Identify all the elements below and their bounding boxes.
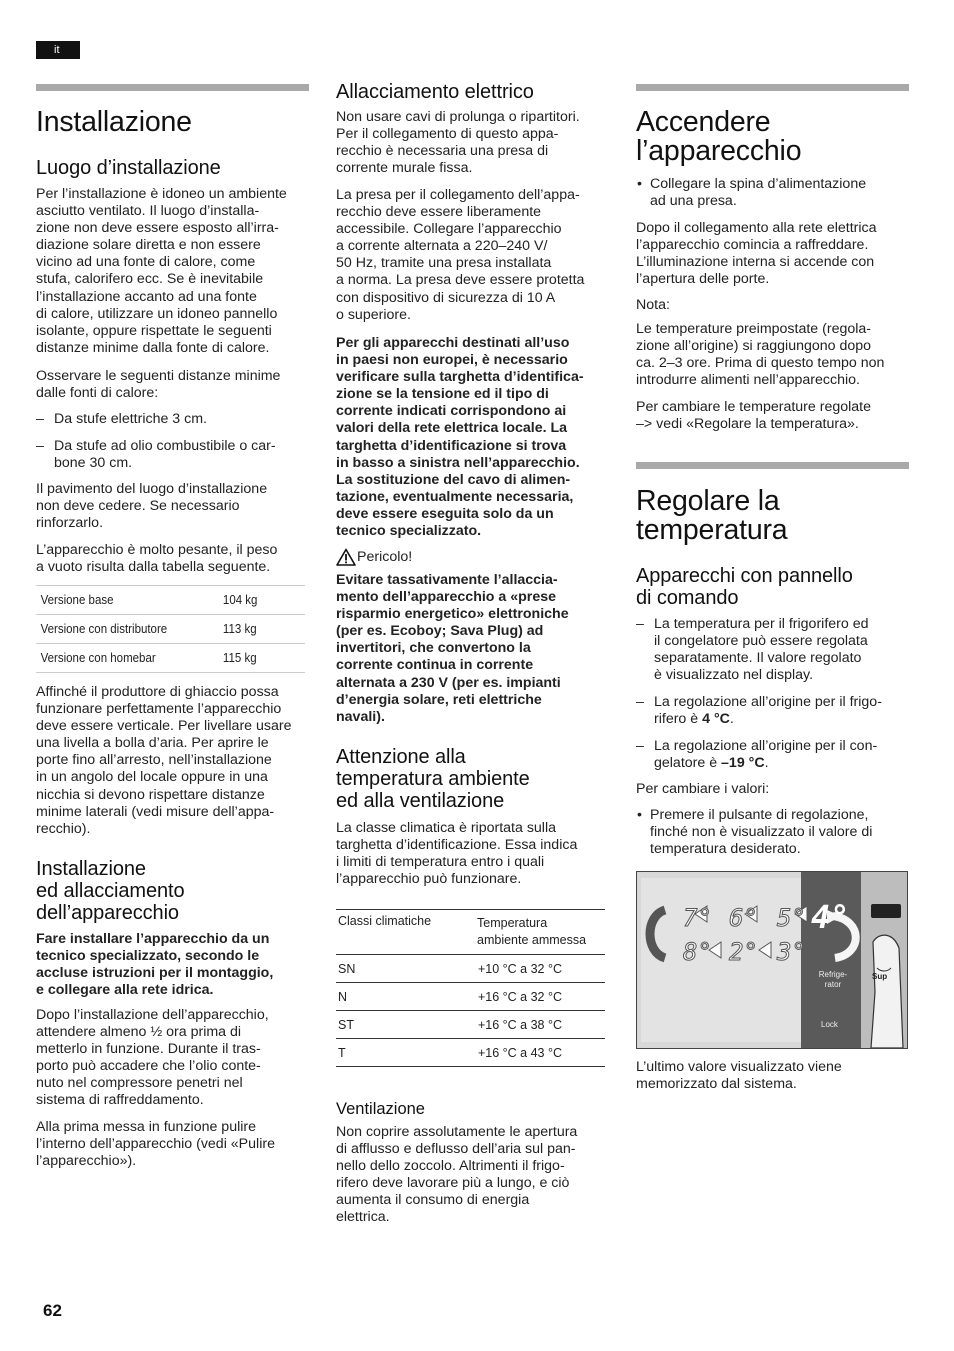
- table-row: [336, 1039, 605, 1067]
- cell-version: Versione base: [36, 586, 207, 615]
- text-line: funzionare perfettamente l’apparecchio: [36, 701, 282, 718]
- text-line: Per l’installazione è idoneo un ambiente: [36, 186, 287, 202]
- bullet-collegare-spina: • Collegare la spina d’alimentazione ad una presa.: [636, 176, 920, 210]
- warning-triangle-icon: [336, 548, 356, 566]
- cell-class: N: [336, 983, 477, 1011]
- paragraph-classe-climatica: [336, 820, 616, 888]
- text-line: La temperatura per il frigorifero ed: [654, 616, 869, 632]
- cell-version: Versione con homebar: [36, 644, 207, 673]
- text-line: Attenzione alla: [336, 746, 466, 768]
- text-line: temperatura desiderato.: [650, 841, 801, 858]
- section-title-installazione: Installazione: [36, 106, 192, 138]
- text-line: recchio deve essere liberamente: [336, 204, 542, 221]
- text-line: metterlo in funzione. Durante il tras-: [36, 1041, 261, 1058]
- text-line: zione non deve essere esposto all’irra-: [36, 220, 279, 237]
- section-rule: [36, 84, 309, 91]
- text-line: zione se la tensione ed il tipo di: [336, 386, 549, 403]
- text-line: tazione, eventualmente necessaria,: [336, 488, 574, 505]
- cell-weight: 104 kg: [222, 586, 298, 615]
- text-line: Refrige-: [818, 970, 848, 979]
- text-line: La regolazione all’origine per il frigo-: [654, 694, 882, 710]
- paragraph-paesi-non-europei: [336, 335, 616, 540]
- paragraph-tecnico: [36, 931, 316, 999]
- display-digit: 7°: [683, 904, 712, 932]
- text-line: di calore, utilizzare un idoneo pannello: [36, 305, 278, 322]
- text-line: diazione solare diretta e non essere: [36, 237, 261, 254]
- cell-range: +10 °C a 32 °C: [477, 955, 605, 983]
- text-line: Premere il pulsante di regolazione,: [650, 807, 869, 823]
- page-number: 62: [43, 1301, 62, 1320]
- header-label: ambiente ammessa: [477, 933, 587, 947]
- table-header-row: [336, 910, 605, 955]
- text-line: l’installazione accanto ad una fonte: [36, 288, 257, 305]
- text-line: navali).: [336, 708, 385, 725]
- paragraph-pulire: [36, 1119, 316, 1170]
- cell-range: +16 °C a 32 °C: [477, 983, 605, 1011]
- table-row: [336, 1011, 605, 1039]
- text-line: rifero è: [654, 711, 703, 728]
- text-line: La classe climatica è riportata sulla: [336, 820, 557, 836]
- text-line: isolante, oppure rispettate le seguenti: [36, 322, 272, 339]
- text-line: Per il collegamento di questo appa-: [336, 126, 559, 143]
- text-line: temperatura: [636, 514, 788, 546]
- text-line: 50 Hz, tramite una presa installata: [336, 255, 552, 272]
- paragraph-peso: [36, 542, 316, 576]
- text-line: accessibile. Collegare l’apparecchio: [336, 221, 562, 238]
- dash-item-frigorifero: – La regolazione all’origine per il frigo- rifero è 4 °C.: [636, 694, 924, 728]
- text-line: tecnico specializzato, secondo le: [36, 948, 260, 965]
- text-line: tecnico specializzato.: [336, 523, 482, 540]
- text-line: rifero deve lavorare più a lungo, e ciò: [336, 1175, 570, 1192]
- text-line: Per cambiare le temperature regolate: [636, 399, 872, 415]
- paragraph-luogo: [36, 186, 316, 357]
- text-line: Dopo il collegamento alla rete elettrica: [636, 220, 877, 236]
- text-line: dell’apparecchio: [36, 902, 179, 924]
- text-line: memorizzato dal sistema.: [636, 1076, 797, 1093]
- control-panel-illustration: [636, 871, 908, 1049]
- text-line: La regolazione all’origine per il con-: [654, 738, 878, 754]
- text-line: ed alla ventilazione: [336, 790, 505, 812]
- text-line: invertitori, che convertono la: [336, 640, 531, 657]
- dash-item-separatamente: – La temperatura per il frigorifero ed il congelatore può essere regolata separatamente. Il valore regolato è visualizzato nel display.: [636, 616, 924, 684]
- text-line: targhetta d’identificazione. Essa indica: [336, 837, 578, 854]
- cell-weight: 113 kg: [222, 615, 298, 644]
- lock-label: Lock: [821, 1020, 838, 1029]
- language-tag: it: [36, 41, 80, 59]
- dash-item-congelatore: – La regolazione all’origine per il con- gelatore è –19 °C.: [636, 738, 924, 772]
- text-line: introdurre alimenti nell’apparecchio.: [636, 372, 860, 389]
- bullet-premere-pulsante: • Premere il pulsante di regolazione, finché non è visualizzato il valore di temperatura desiderato.: [636, 807, 920, 858]
- paragraph-pavimento: [36, 481, 316, 532]
- warning-label: Pericolo!: [357, 549, 413, 565]
- text-line: di afflusso e deflusso dell’aria sul pan-: [336, 1141, 576, 1158]
- text-line: Apparecchi con pannello: [636, 565, 853, 587]
- section-rule: [636, 84, 909, 91]
- text-line: il congelatore può essere regolata: [654, 633, 868, 650]
- cell-class: ST: [336, 1011, 477, 1039]
- paragraph-per-cambiare: Per cambiare i valori:: [636, 781, 770, 797]
- table-row: [36, 586, 305, 615]
- text-line: risparmio energetico» elettroniche: [336, 606, 569, 623]
- text-line: in paesi non europei, è necessario: [336, 352, 568, 369]
- cell-version: Versione con distributore: [36, 615, 207, 644]
- text-line: Il pavimento del luogo d’installazione: [36, 481, 268, 497]
- paragraph-presa: [336, 187, 611, 324]
- text-line: dalle fonti di calore:: [36, 385, 159, 402]
- heading-attenzione-temperatura: [336, 746, 530, 812]
- text-line: temperatura ambiente: [336, 768, 530, 790]
- text-line: alternata a 230 V (per es. impianti: [336, 674, 561, 691]
- text-line: Dopo l’installazione dell’apparecchio,: [36, 1007, 269, 1023]
- text-line: valori della rete elettrica locale. La: [336, 420, 568, 437]
- text-line: a vuoto risulta dalla tabella seguente.: [36, 559, 271, 576]
- text-line: gelatore è: [654, 755, 722, 772]
- text-line: Evitare tassativamente l’allaccia-: [336, 572, 558, 588]
- display-digit: 3°: [777, 938, 806, 966]
- text-line: stufa, calorifero ecc. Se è inevitabile: [36, 271, 264, 288]
- refrigerator-label: [815, 970, 851, 990]
- paragraph-distanze: [36, 368, 316, 402]
- text-line: Non usare cavi di prolunga o ripartitori.: [336, 109, 580, 125]
- text-line: (per es. Ecoboy; Sava Plug) ad: [336, 623, 544, 640]
- text-line: e collegare alla rete idrica.: [36, 982, 214, 999]
- paragraph-ultimo-valore: [636, 1059, 916, 1093]
- header-label: Temperatura: [477, 916, 548, 930]
- text-line: in un angolo del locale oppure in una: [36, 769, 268, 786]
- header-classi-climatiche: [336, 910, 477, 955]
- text-line: rinforzarlo.: [36, 515, 104, 532]
- text-line: nicchia si devono rispettare distanze: [36, 786, 265, 803]
- text-line: porto può accadere che l’olio conte-: [36, 1058, 261, 1075]
- section-title-regolare: [636, 487, 787, 545]
- text-line: minime laterali (vedi misure dell’appa-: [36, 803, 275, 820]
- text-line: deve essere verticale. Per livellare usare: [36, 718, 292, 735]
- text-line: Non coprire assolutamente le apertura: [336, 1124, 578, 1140]
- text-line: ed allacciamento: [36, 880, 185, 902]
- paragraph-cambiare: [636, 399, 916, 433]
- text-line: Osservare le seguenti distanze minime: [36, 368, 281, 384]
- paragraph-attendere: [36, 1007, 316, 1110]
- paragraph-evitare: [336, 572, 616, 726]
- text-line: i limiti di temperatura entro i quali: [336, 854, 545, 871]
- heading-ventilazione: Ventilazione: [336, 1100, 425, 1118]
- display-digit: 6°: [729, 904, 758, 932]
- display-digit: 2°: [729, 938, 758, 966]
- text-line: verificare sulla targhetta d’identifica-: [336, 369, 584, 386]
- text-line: l’apparecchio: [636, 135, 802, 167]
- value-congelatore: –19 °C: [721, 755, 765, 772]
- text-line: l’apparecchio»).: [36, 1153, 137, 1170]
- text-line: deve essere eseguita solo da un: [336, 505, 554, 522]
- text-line: Accendere: [636, 106, 771, 138]
- table-row: [36, 615, 305, 644]
- table-row: [336, 955, 605, 983]
- panel-graphic: [637, 872, 907, 1048]
- text-line: zione all’origine) si raggiungono dopo: [636, 338, 872, 355]
- text-line: –> vedi «Regolare la temperatura».: [636, 416, 859, 433]
- climate-class-table: [336, 909, 605, 1067]
- text-line: L’ultimo valore visualizzato viene: [636, 1059, 842, 1075]
- table-row: [36, 644, 305, 673]
- text-line: mento dell’apparecchio a «prese: [336, 589, 556, 606]
- text-line: Affinché il produttore di ghiaccio possa: [36, 684, 279, 700]
- text-line: La presa per il collegamento dell’appa-: [336, 187, 580, 203]
- text-line: Regolare la: [636, 485, 780, 517]
- text-line: nuto nel compressore penetri nel: [36, 1075, 243, 1092]
- display-digit: 5°: [777, 904, 806, 932]
- text-line: rator: [824, 980, 842, 989]
- text-line: una livella a bolla d’aria. Per aprire le: [36, 735, 269, 752]
- text-line: corrente murale fissa.: [336, 160, 473, 177]
- text-line: l’apparecchio comincia a raffreddare.: [636, 237, 869, 254]
- text-line: L’illuminazione interna si accende con: [636, 254, 875, 271]
- text-line: corrente continua in corrente: [336, 657, 534, 674]
- text-line: a norma. La presa deve essere protetta: [336, 272, 585, 289]
- heading-apparecchi-pannello: [636, 565, 853, 609]
- text-line: ad una presa.: [650, 193, 737, 210]
- note-label: Nota:: [636, 297, 670, 313]
- text-line: sistema di raffreddamento.: [36, 1092, 204, 1109]
- paragraph-livella: [36, 684, 316, 838]
- text-line: l’interno dell’apparecchio (vedi «Pulire: [36, 1136, 275, 1153]
- display-digit-active: 4°: [811, 898, 850, 936]
- text-line: accluse istruzioni per il montaggio,: [36, 965, 274, 982]
- heading-luogo-installazione: Luogo d’installazione: [36, 157, 221, 179]
- cell-weight: 115 kg: [222, 644, 298, 673]
- text-line: di comando: [636, 587, 739, 609]
- text-line: ca. 2–3 ore. Prima di questo tempo non: [636, 355, 885, 372]
- super-label: Sup: [872, 972, 888, 981]
- text-line: nello dello zoccolo. Altrimenti il frigo-: [336, 1158, 565, 1175]
- cell-range: +16 °C a 38 °C: [477, 1011, 605, 1039]
- header-label: Classi climatiche: [338, 914, 432, 928]
- heading-installazione-allacciamento: [36, 858, 185, 924]
- text-line: distanze minime dalla fonte di calore.: [36, 339, 270, 356]
- cell-range: +16 °C a 43 °C: [477, 1039, 605, 1067]
- text-line: in basso a sinistra nell’apparecchio.: [336, 454, 580, 471]
- text-line: l’apparecchio può funzionare.: [336, 871, 522, 888]
- dash-item-stufe-elettriche: – Da stufe elettriche 3 cm.: [36, 411, 207, 427]
- text-line: L’apparecchio è molto pesante, il peso: [36, 542, 278, 558]
- text-line: elettrica.: [336, 1209, 390, 1226]
- paragraph-nota: [636, 321, 921, 389]
- heading-allacciamento-elettrico: Allacciamento elettrico: [336, 81, 534, 103]
- text-line: La sostituzione del cavo di alimen-: [336, 471, 571, 488]
- paragraph-raffreddare: [636, 220, 916, 288]
- text-line: Da stufe elettriche 3 cm.: [54, 411, 207, 427]
- value-frigorifero: 4 °C: [702, 711, 730, 728]
- text-line: Alla prima messa in funzione pulire: [36, 1119, 257, 1135]
- header-temperatura: [477, 910, 605, 955]
- text-line: a corrente alternata a 220–240 V/: [336, 238, 548, 255]
- paragraph-prolunga: [336, 109, 611, 177]
- text-line: Collegare la spina d’alimentazione: [650, 176, 867, 192]
- text-line: Da stufe ad olio combustibile o car-: [54, 438, 276, 454]
- text-line: Installazione: [36, 858, 146, 880]
- text-line: attendere almeno ½ ora prima di: [36, 1024, 242, 1041]
- cell-class: T: [336, 1039, 477, 1067]
- text-line: Fare installare l’apparecchio da un: [36, 931, 270, 947]
- text-line: recchio è necessaria una presa di: [336, 143, 549, 160]
- text-line: porte fino all’arresto, nell’installazione: [36, 752, 272, 769]
- dash-item-stufe-olio: – Da stufe ad olio combustibile o car- bone 30 cm.: [36, 438, 324, 472]
- text-line: recchio).: [36, 820, 91, 837]
- text-line: d’energia solare, reti elettriche: [336, 691, 542, 708]
- text-line: o superiore.: [336, 306, 411, 323]
- text-line: asciutto ventilato. Il luogo d’installa-: [36, 203, 260, 220]
- text-line: Le temperature preimpostate (regola-: [636, 321, 872, 337]
- text-line: finché non è visualizzato il valore di: [650, 824, 873, 841]
- section-rule: [636, 462, 909, 469]
- text-line: non deve cedere. Se necessario: [36, 498, 240, 515]
- text-line: bone 30 cm.: [54, 455, 133, 472]
- display-digit: 8°: [683, 938, 712, 966]
- text-line: targhetta d’identificazione si trova: [336, 437, 567, 454]
- text-line: vicino ad una fonte di calore, come: [36, 254, 256, 271]
- text-line: l’apertura delle porte.: [636, 271, 770, 288]
- cell-class: SN: [336, 955, 477, 983]
- text-line: è visualizzato nel display.: [654, 667, 814, 684]
- weight-table: [36, 585, 305, 673]
- text-line: Per gli apparecchi destinati all’uso: [336, 335, 570, 351]
- table-row: [336, 983, 605, 1011]
- text-line: con dispositivo di sicurezza di 10 A: [336, 289, 556, 306]
- section-title-accendere: [636, 108, 801, 166]
- text-line: aumenta il consumo di energia: [336, 1192, 530, 1209]
- text-line: separatamente. Il valore regolato: [654, 650, 862, 667]
- text-line: corrente indicati corrispondono ai: [336, 403, 567, 420]
- paragraph-ventilazione: [336, 1124, 616, 1227]
